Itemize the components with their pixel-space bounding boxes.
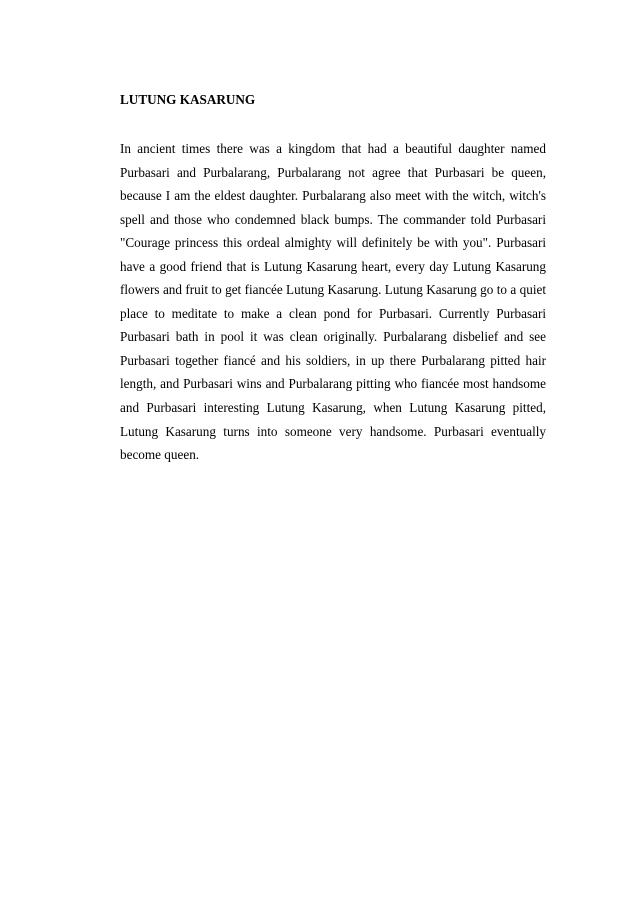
document-content bbox=[120, 90, 546, 467]
story-paragraph: In ancient times there was a kingdom that had a beautiful daughter named Purbasari and Purbalarang, Purbalarang not agree that Purbasari be queen, because I am the eldest daughter. Purbalarang also meet with the witch, witch's spell and those who condemned black bumps. The commander told Purbasari "Courage princess this ordeal almighty will definitely be with you". Purbasari have a good friend that is Lutung Kasarung heart, every day Lutung Kasarung flowers and fruit to get fiancée Lutung Kasarung. Lutung Kasarung go to a quiet place to meditate to make a clean pond for Purbasari. Currently Purbasari Purbasari bath in pool it was clean originally. Purbalarang disbelief and see Purbasari together fiancé and his soldiers, in up there Purbalarang pitted hair length, and Purbasari wins and Purbalarang pitting who fiancée most handsome and Purbasari interesting Lutung Kasarung, when Lutung Kasarung pitted, Lutung Kasarung turns into someone very handsome. Purbasari eventually become queen. bbox=[120, 141, 546, 463]
document-title: LUTUNG KASARUNG bbox=[120, 92, 256, 107]
